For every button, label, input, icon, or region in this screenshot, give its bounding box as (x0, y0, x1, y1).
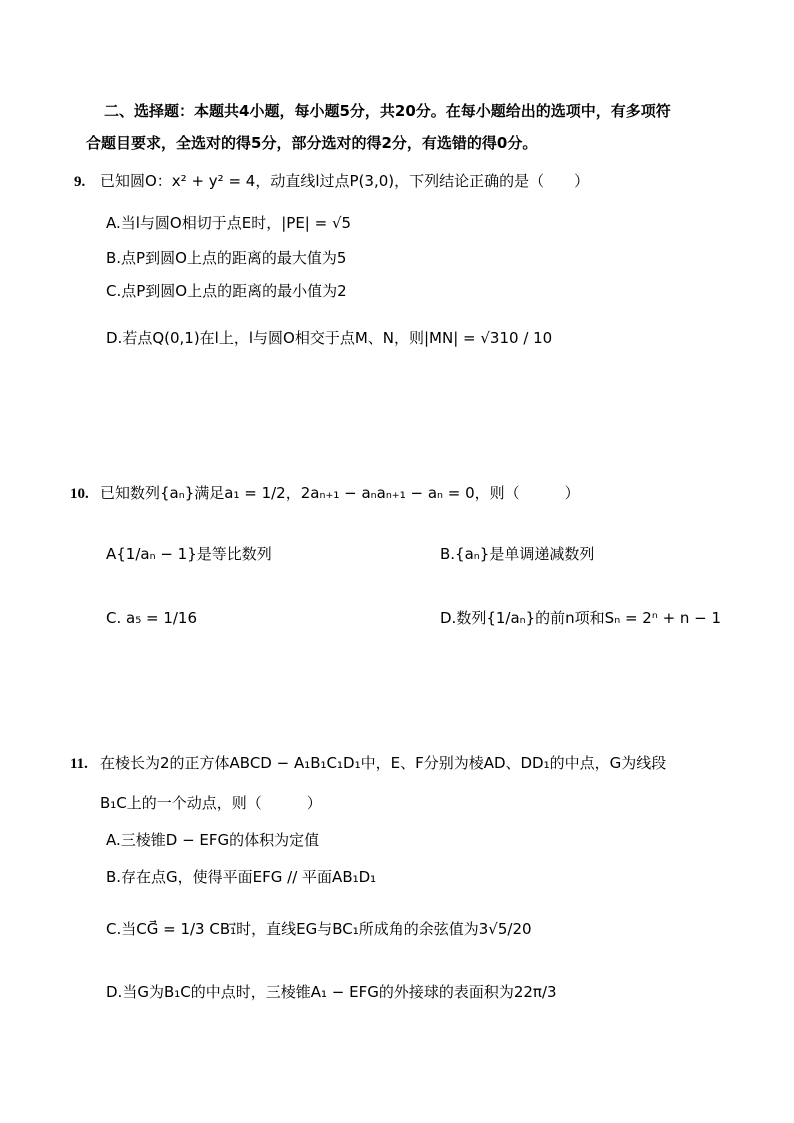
question-11-stem-line1: 在棱长为2的正方体ABCD − A₁B₁C₁D₁中，E、F分别为棱AD、DD₁的中点，G为线段 (100, 754, 667, 772)
question-10-option-d: D.数列{1/aₙ}的前n项和Sₙ = 2ⁿ + n − 1 (440, 609, 722, 627)
question-11-option-a: A.三棱锥D − EFG的体积为定值 (106, 831, 320, 849)
question-10-number: 10. (70, 486, 89, 502)
section-heading-line2: 合题目要求，全选对的得5分，部分选对的得2分，有选错的得0分。 (86, 134, 538, 152)
question-9-option-a: A.当l与圆O相切于点E时，|PE| = √5 (106, 214, 352, 232)
question-11-number: 11. (70, 756, 88, 772)
question-11-option-d: D.当G为B₁C的中点时，三棱锥A₁ − EFG的外接球的表面积为22π/3 (106, 983, 557, 1001)
question-9-stem: 已知圆O：x² + y² = 4，动直线l过点P(3,0)，下列结论正确的是（ ） (100, 172, 590, 190)
question-9-number: 9. (74, 174, 86, 190)
question-11-option-b: B.存在点G，使得平面EFG // 平面AB₁D₁ (106, 868, 377, 886)
question-9-option-c: C.点P到圆O上点的距离的最小值为2 (106, 282, 347, 300)
question-10-stem: 已知数列{aₙ}满足a₁ = 1/2，2aₙ₊₁ − aₙaₙ₊₁ − aₙ = 0，则（ ） (100, 484, 580, 502)
question-9-option-d: D.若点Q(0,1)在l上，l与圆O相交于点M、N，则|MN| = √310 / 10 (106, 329, 553, 347)
question-10-option-b: B.{aₙ}是单调递减数列 (440, 545, 595, 563)
question-9-option-b: B.点P到圆O上点的距离的最大值为5 (106, 249, 347, 267)
question-11-option-c: C.当CG⃗ = 1/3 CB₁⃗时，直线EG与BC₁所成角的余弦值为3√5/20 (106, 920, 532, 938)
question-11-stem-line2: B₁C上的一个动点，则（ ） (100, 794, 322, 812)
section-heading-line1: 二、选择题：本题共4小题，每小题5分，共20分。在每小题给出的选项中，有多项符 (104, 102, 671, 120)
question-10-option-a: A{1/aₙ − 1}是等比数列 (106, 545, 272, 563)
question-10-option-c: C. a₅ = 1/16 (106, 609, 198, 627)
